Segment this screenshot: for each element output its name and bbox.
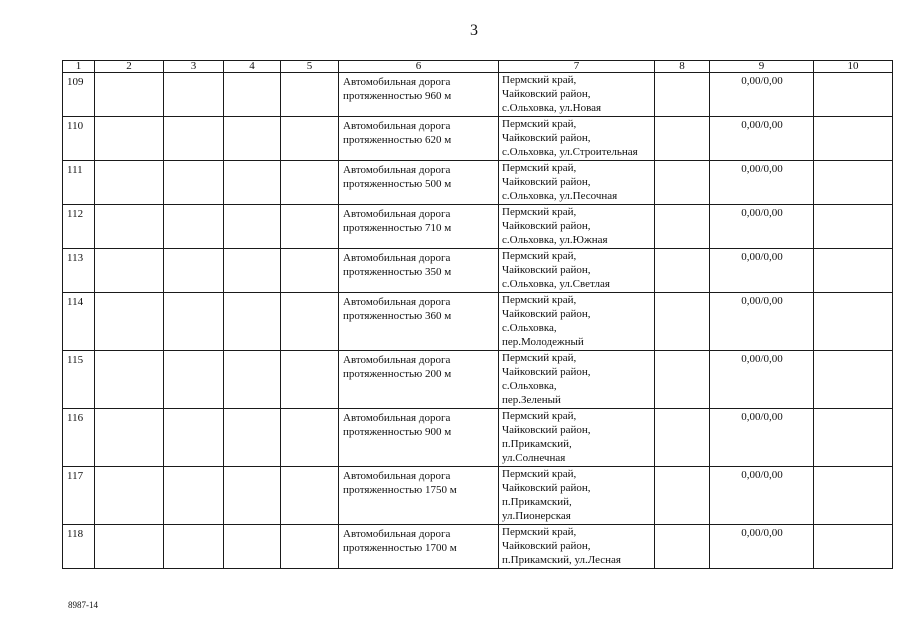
empty-cell bbox=[281, 205, 339, 249]
object-name-line: протяженностью 350 м bbox=[343, 266, 452, 278]
table-row bbox=[63, 409, 893, 467]
empty-cell bbox=[95, 161, 164, 205]
object-name-line: Автомобильная дорога bbox=[343, 470, 451, 482]
object-name-line: Автомобильная дорога bbox=[343, 412, 451, 424]
column-number-row bbox=[63, 61, 893, 73]
address-line: пер.Молодежный bbox=[502, 336, 584, 348]
empty-cell bbox=[164, 525, 224, 569]
empty-cell bbox=[281, 249, 339, 293]
empty-cell bbox=[814, 117, 893, 161]
address-cell bbox=[499, 525, 655, 569]
object-name-line: Автомобильная дорога bbox=[343, 252, 451, 264]
address-line: с.Ольховка, ул.Южная bbox=[502, 234, 608, 246]
empty-cell bbox=[224, 409, 281, 467]
empty-cell bbox=[814, 351, 893, 409]
address-line: с.Ольховка, ул.Светлая bbox=[502, 278, 610, 290]
address-cell bbox=[499, 293, 655, 351]
empty-cell bbox=[281, 73, 339, 117]
row-number-cell: 117 bbox=[63, 467, 95, 525]
empty-cell bbox=[224, 73, 281, 117]
column-header: 1 bbox=[63, 61, 95, 73]
address-line: с.Ольховка, ул.Новая bbox=[502, 102, 602, 114]
object-name-line: Автомобильная дорога bbox=[343, 120, 451, 132]
address-line: п.Прикамский, bbox=[502, 438, 572, 450]
empty-cell bbox=[655, 117, 710, 161]
empty-cell bbox=[95, 117, 164, 161]
address-line: Чайковский район, bbox=[502, 366, 591, 378]
table-row bbox=[63, 525, 893, 569]
table-body bbox=[63, 61, 893, 569]
address-line: Пермский край, bbox=[502, 162, 577, 174]
object-name-line: протяженностью 1750 м bbox=[343, 484, 457, 496]
address-cell bbox=[499, 409, 655, 467]
address-line: с.Ольховка, bbox=[502, 380, 557, 392]
page-number: 3 bbox=[470, 22, 478, 39]
empty-cell bbox=[655, 351, 710, 409]
empty-cell bbox=[95, 293, 164, 351]
empty-cell bbox=[814, 249, 893, 293]
column-header: 7 bbox=[499, 61, 655, 73]
address-line: Пермский край, bbox=[502, 410, 577, 422]
empty-cell bbox=[281, 117, 339, 161]
object-name-line: Автомобильная дорога bbox=[343, 296, 451, 308]
empty-cell bbox=[655, 293, 710, 351]
empty-cell bbox=[655, 525, 710, 569]
object-name-cell bbox=[339, 73, 499, 117]
table-row bbox=[63, 351, 893, 409]
row-number-cell: 109 bbox=[63, 73, 95, 117]
address-line: Чайковский район, bbox=[502, 176, 591, 188]
address-line: с.Ольховка, ул.Строительная bbox=[502, 146, 638, 158]
table-row bbox=[63, 73, 893, 117]
empty-cell bbox=[281, 161, 339, 205]
object-name-cell bbox=[339, 409, 499, 467]
address-line: Пермский край, bbox=[502, 250, 577, 262]
empty-cell bbox=[95, 351, 164, 409]
object-name-cell bbox=[339, 205, 499, 249]
empty-cell bbox=[224, 249, 281, 293]
empty-cell bbox=[224, 351, 281, 409]
value-cell: 0,00/0,00 bbox=[710, 351, 814, 409]
address-line: Пермский край, bbox=[502, 206, 577, 218]
empty-cell bbox=[164, 351, 224, 409]
object-name-line: протяженностью 1700 м bbox=[343, 542, 457, 554]
empty-cell bbox=[814, 467, 893, 525]
value-cell: 0,00/0,00 bbox=[710, 525, 814, 569]
column-header: 4 bbox=[224, 61, 281, 73]
object-name-line: протяженностью 960 м bbox=[343, 90, 452, 102]
empty-cell bbox=[164, 249, 224, 293]
address-line: Чайковский район, bbox=[502, 308, 591, 320]
value-cell: 0,00/0,00 bbox=[710, 467, 814, 525]
table-row bbox=[63, 467, 893, 525]
row-number-cell: 114 bbox=[63, 293, 95, 351]
empty-cell bbox=[281, 467, 339, 525]
empty-cell bbox=[224, 525, 281, 569]
object-name-line: протяженностью 200 м bbox=[343, 368, 452, 380]
empty-cell bbox=[814, 73, 893, 117]
empty-cell bbox=[281, 351, 339, 409]
empty-cell bbox=[95, 409, 164, 467]
column-header: 3 bbox=[164, 61, 224, 73]
address-line: п.Прикамский, bbox=[502, 496, 572, 508]
object-name-line: протяженностью 500 м bbox=[343, 178, 452, 190]
value-cell: 0,00/0,00 bbox=[710, 249, 814, 293]
object-name-cell bbox=[339, 249, 499, 293]
empty-cell bbox=[655, 249, 710, 293]
value-cell: 0,00/0,00 bbox=[710, 161, 814, 205]
empty-cell bbox=[655, 467, 710, 525]
object-name-line: Автомобильная дорога bbox=[343, 208, 451, 220]
object-name-cell bbox=[339, 525, 499, 569]
address-cell bbox=[499, 249, 655, 293]
address-line: Пермский край, bbox=[502, 74, 577, 86]
address-line: с.Ольховка, ул.Песочная bbox=[502, 190, 618, 202]
empty-cell bbox=[95, 525, 164, 569]
table-row bbox=[63, 293, 893, 351]
column-header: 6 bbox=[339, 61, 499, 73]
object-name-cell bbox=[339, 117, 499, 161]
object-name-line: Автомобильная дорога bbox=[343, 164, 451, 176]
object-name-line: Автомобильная дорога bbox=[343, 528, 451, 540]
address-line: ул.Солнечная bbox=[502, 452, 566, 464]
empty-cell bbox=[224, 293, 281, 351]
object-name-cell bbox=[339, 467, 499, 525]
row-number-cell: 111 bbox=[63, 161, 95, 205]
address-line: Чайковский район, bbox=[502, 482, 591, 494]
empty-cell bbox=[281, 525, 339, 569]
empty-cell bbox=[164, 409, 224, 467]
object-name-line: протяженностью 360 м bbox=[343, 310, 452, 322]
address-line: пер.Зеленый bbox=[502, 394, 561, 406]
address-line: Пермский край, bbox=[502, 118, 577, 130]
address-line: Пермский край, bbox=[502, 526, 577, 538]
address-cell bbox=[499, 117, 655, 161]
empty-cell bbox=[655, 161, 710, 205]
row-number-cell: 116 bbox=[63, 409, 95, 467]
column-header: 5 bbox=[281, 61, 339, 73]
address-line: Пермский край, bbox=[502, 468, 577, 480]
empty-cell bbox=[224, 161, 281, 205]
address-line: Чайковский район, bbox=[502, 264, 591, 276]
table-row bbox=[63, 161, 893, 205]
table-row bbox=[63, 117, 893, 161]
address-line: Пермский край, bbox=[502, 352, 577, 364]
object-name-line: Автомобильная дорога bbox=[343, 354, 451, 366]
value-cell: 0,00/0,00 bbox=[710, 73, 814, 117]
column-header: 2 bbox=[95, 61, 164, 73]
empty-cell bbox=[281, 409, 339, 467]
empty-cell bbox=[95, 205, 164, 249]
empty-cell bbox=[814, 161, 893, 205]
address-line: Чайковский район, bbox=[502, 220, 591, 232]
empty-cell bbox=[164, 161, 224, 205]
column-header: 8 bbox=[655, 61, 710, 73]
object-name-line: протяженностью 620 м bbox=[343, 134, 452, 146]
empty-cell bbox=[281, 293, 339, 351]
address-line: Чайковский район, bbox=[502, 424, 591, 436]
address-cell bbox=[499, 351, 655, 409]
column-header: 9 bbox=[710, 61, 814, 73]
address-cell bbox=[499, 467, 655, 525]
register-table bbox=[62, 60, 893, 569]
table-row bbox=[63, 205, 893, 249]
empty-cell bbox=[164, 293, 224, 351]
row-number-cell: 115 bbox=[63, 351, 95, 409]
address-cell bbox=[499, 73, 655, 117]
address-line: Чайковский район, bbox=[502, 88, 591, 100]
address-cell bbox=[499, 161, 655, 205]
address-line: п.Прикамский, ул.Лесная bbox=[502, 554, 621, 566]
empty-cell bbox=[164, 73, 224, 117]
address-line: Чайковский район, bbox=[502, 132, 591, 144]
address-cell bbox=[499, 205, 655, 249]
value-cell: 0,00/0,00 bbox=[710, 205, 814, 249]
empty-cell bbox=[95, 467, 164, 525]
empty-cell bbox=[224, 117, 281, 161]
address-line: с.Ольховка, bbox=[502, 322, 557, 334]
object-name-line: протяженностью 710 м bbox=[343, 222, 452, 234]
row-number-cell: 112 bbox=[63, 205, 95, 249]
row-number-cell: 113 bbox=[63, 249, 95, 293]
object-name-cell bbox=[339, 293, 499, 351]
address-line: ул.Пионерская bbox=[502, 510, 571, 522]
empty-cell bbox=[814, 205, 893, 249]
object-name-line: протяженностью 900 м bbox=[343, 426, 452, 438]
empty-cell bbox=[655, 409, 710, 467]
address-line: Чайковский район, bbox=[502, 540, 591, 552]
empty-cell bbox=[814, 293, 893, 351]
address-line: Пермский край, bbox=[502, 294, 577, 306]
value-cell: 0,00/0,00 bbox=[710, 117, 814, 161]
object-name-line: Автомобильная дорога bbox=[343, 76, 451, 88]
empty-cell bbox=[95, 73, 164, 117]
empty-cell bbox=[224, 467, 281, 525]
empty-cell bbox=[655, 205, 710, 249]
empty-cell bbox=[164, 467, 224, 525]
footer-code: 8987-14 bbox=[68, 600, 98, 610]
row-number-cell: 118 bbox=[63, 525, 95, 569]
empty-cell bbox=[655, 73, 710, 117]
row-number-cell: 110 bbox=[63, 117, 95, 161]
empty-cell bbox=[164, 205, 224, 249]
table-row bbox=[63, 249, 893, 293]
column-header: 10 bbox=[814, 61, 893, 73]
empty-cell bbox=[164, 117, 224, 161]
object-name-cell bbox=[339, 161, 499, 205]
empty-cell bbox=[95, 249, 164, 293]
empty-cell bbox=[224, 205, 281, 249]
object-name-cell bbox=[339, 351, 499, 409]
value-cell: 0,00/0,00 bbox=[710, 293, 814, 351]
empty-cell bbox=[814, 409, 893, 467]
value-cell: 0,00/0,00 bbox=[710, 409, 814, 467]
empty-cell bbox=[814, 525, 893, 569]
